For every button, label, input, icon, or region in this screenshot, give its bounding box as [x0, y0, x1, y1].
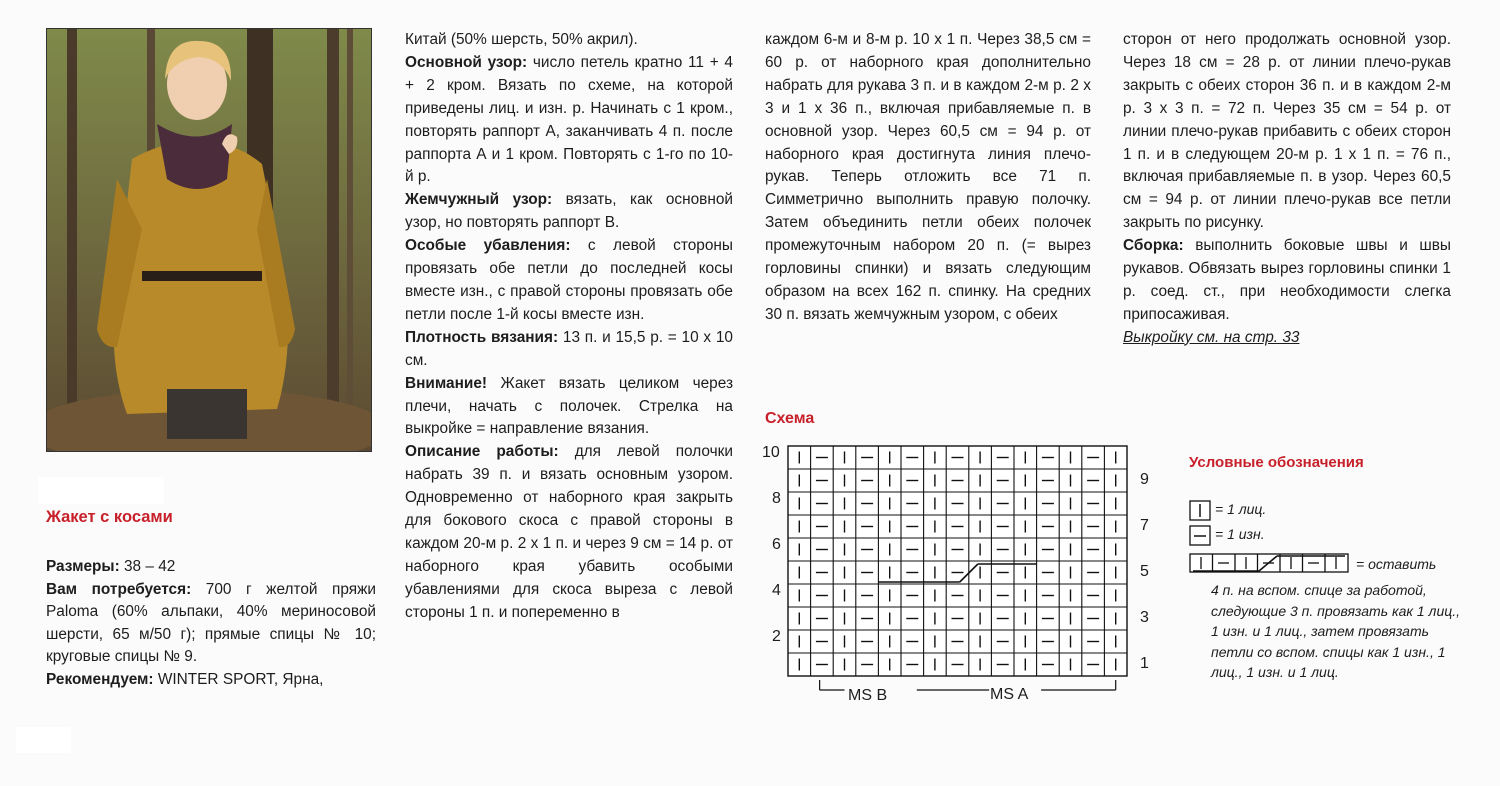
row-label-3: 3	[1140, 609, 1149, 626]
pattern-link[interactable]: Выкройку см. на стр. 33	[1123, 328, 1300, 346]
assembly	[1123, 235, 1451, 327]
legend-cable: = оставить	[1356, 556, 1437, 572]
cable-symbol-icon	[1189, 552, 1351, 576]
legend-cable-text	[1211, 580, 1461, 683]
text-column-1	[405, 29, 733, 625]
knitting-chart	[786, 444, 1136, 714]
article-title: Жакет с косами	[46, 508, 173, 526]
main-pattern	[405, 52, 733, 189]
attention-text: Жакет вязать целиком через плечи, начать с полочек. Стрелка на выкройке = направление вязания.	[405, 374, 733, 438]
need-text: 700 г желтой пряжи Paloma (60% альпаки, 40% мериносовой шерсти, 65 м/50 г); прямые спицы № 10; круговые спицы № 9.	[46, 580, 376, 666]
ms-b-label: MS B	[848, 687, 888, 704]
intro-text: Китай (50% шерсть, 50% акрил).	[405, 31, 638, 48]
sizes-label: Размеры:	[46, 558, 120, 575]
assembly-label: Сборка:	[1123, 237, 1184, 255]
recommend-label: Рекомендуем:	[46, 670, 154, 688]
photo-illustration	[47, 29, 371, 451]
density	[405, 327, 733, 373]
pearl-pattern-text: вязать, как основной узор, но повторять раппорт В.	[405, 191, 733, 232]
work-description	[405, 441, 733, 624]
work-description-text: для левой полочки набрать 39 п. и вязать основным узором. Одновременно от наборного края закрыть для бокового скоса с правой стороны в каждом 20-м р. 2 х 1 п. и через 9 см = 14 р. от наборного края убавить особыми убавлениями для скоса выреза с левой стороны 1 п. и попеременно в	[405, 443, 733, 621]
materials-block	[46, 556, 376, 692]
row-label-8: 8	[772, 490, 781, 507]
main-pattern-text: число петель кратно 11 + 4 + 2 кром. Вязать по схеме, на которой приведены лиц. и изн. р. Начинать с 1 кром., повторять раппорт А, заканчивать 4 п. после раппорта А и 1 кром. Повторять с 1-го по 10-й р.	[405, 53, 733, 186]
row-label-7: 7	[1140, 517, 1149, 534]
model-photo	[46, 28, 372, 452]
row-label-5: 5	[1140, 563, 1149, 580]
text-column-3	[1123, 29, 1451, 350]
col3-text: сторон от него продолжать основной узор. Через 18 см = 28 р. от линии плечо-рукав закрыть с обеих сторон 36 п. и в каждом 2-м р. 3 х 3 п. = 72 п. Через 35 см = 54 р. от линии плечо-рукав прибавить с обеих сторон 1 п. и в следующем 20-м р. 1 х 1 п. = 76 п., включая прибавляемые п. в узор. Через 60,5 см = 94 р. от линии плечо-рукав все петли закрыть по рисунку.	[1123, 31, 1451, 232]
special-decreases-label: Особые убавления:	[405, 237, 571, 255]
attention	[405, 373, 733, 442]
row-label-6: 6	[772, 536, 781, 553]
recommend-line	[46, 669, 376, 692]
density-text: 13 п. и 15,5 р. = 10 х 10 см.	[405, 328, 733, 369]
blank-corner-box	[16, 727, 71, 753]
special-decreases	[405, 235, 733, 327]
special-decreases-text: с левой стороны провязать обе петли до последней косы вместе изн., с правой стороны провязать обе петли после 1-й косы вместе изн.	[405, 237, 733, 323]
row-label-9: 9	[1140, 471, 1149, 488]
need-label: Вам потребуется:	[46, 580, 192, 598]
assembly-text: выполнить боковые швы и швы рукавов. Обвязать вырез горловины спинки 1 р. соед. ст., при необходимости слегка припосаживая.	[1123, 237, 1451, 323]
sizes-line	[46, 556, 376, 579]
ms-a-label: MS A	[990, 686, 1029, 703]
pearl-pattern-label: Жемчужный узор:	[405, 191, 553, 209]
attention-label: Внимание!	[405, 374, 488, 392]
knit-symbol-icon	[1189, 500, 1215, 522]
main-pattern-label: Основной узор:	[405, 53, 528, 71]
legend-title: Условные обозначения	[1189, 454, 1364, 471]
pearl-pattern	[405, 189, 733, 235]
row-label-10: 10	[762, 444, 780, 461]
col2-text: каждом 6-м и 8-м р. 10 х 1 п. Через 38,5 см = 60 р. от наборного края дополнительно набрать для рукава 3 п. и в каждом 2-м р. 2 х 3 и 1 х 36 п., включая прибавляемые п. в основной узор. Через 60,5 см = 94 р. от наборного края достигнута линия плечо-рукав. Теперь отложить все 71 п. Симметрично выполнить правую полочку. Затем объединить петли обеих полочек промежуточным набором 20 п. (= вырез горловины спинки) и вязать следующим образом на всех 162 п. спинку. На средних 30 п. вязать жемчужным узором, с обеих	[765, 31, 1091, 323]
row-label-2: 2	[772, 628, 781, 645]
density-label: Плотность вязания:	[405, 328, 559, 346]
row-label-1: 1	[1140, 655, 1149, 672]
row-label-4: 4	[772, 582, 781, 599]
legend-knit: = 1 лиц.	[1215, 501, 1267, 517]
pattern-link-line	[1123, 327, 1451, 350]
legend-cable-description: 4 п. на вспом. спице за работой, следующие 3 п. провязать как 1 лиц., 1 изн. и 1 лиц., затем провязать петли со вспом. спицы как 1 изн., 1 лиц., 1 изн. и 1 лиц.	[1211, 582, 1461, 680]
blank-label-box	[38, 477, 164, 504]
purl-symbol-icon	[1189, 525, 1215, 547]
work-description-label: Описание работы:	[405, 443, 559, 461]
text-column-2	[765, 29, 1091, 327]
schema-title: Схема	[765, 410, 815, 427]
need-line	[46, 579, 376, 669]
recommend-text: WINTER SPORT, Ярна,	[153, 670, 324, 688]
sizes-value: 38 – 42	[119, 558, 176, 575]
legend-purl: = 1 изн.	[1215, 526, 1265, 542]
